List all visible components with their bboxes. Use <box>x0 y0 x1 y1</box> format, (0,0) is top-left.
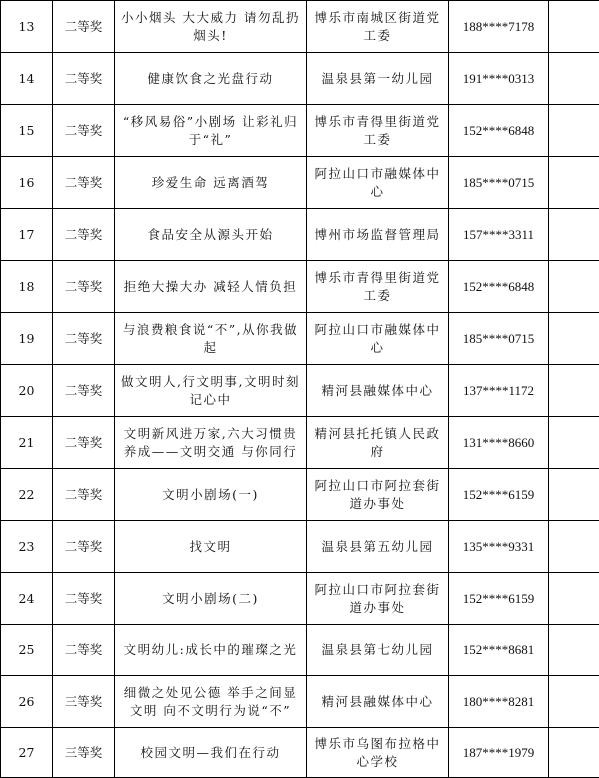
work-title: 校园文明—我们在行动 <box>115 728 307 778</box>
work-title: 找文明 <box>115 521 307 573</box>
contact-phone: 152****6159 <box>449 573 549 625</box>
row-number: 26 <box>1 676 53 728</box>
row-number: 20 <box>1 365 53 417</box>
award-level: 二等奖 <box>53 105 115 157</box>
table-row <box>1 1 599 53</box>
empty-cell <box>549 1 599 53</box>
contact-phone: 137****1172 <box>449 365 549 417</box>
contact-phone: 185****0715 <box>449 157 549 209</box>
work-title: 文明新风进万家,六大习惯贵养成——文明交通 与你同行 <box>115 417 307 469</box>
work-title: 文明幼儿:成长中的璀璨之光 <box>115 625 307 676</box>
empty-cell <box>549 313 599 365</box>
empty-cell <box>549 521 599 573</box>
work-title: 小小烟头 大大威力 请勿乱扔烟头! <box>115 1 307 53</box>
work-title: 做文明人,行文明事,文明时刻记心中 <box>115 365 307 417</box>
award-level: 二等奖 <box>53 469 115 521</box>
contact-phone: 157****3311 <box>449 209 549 261</box>
award-level: 二等奖 <box>53 625 115 676</box>
contact-phone: 188****7178 <box>449 1 549 53</box>
row-number: 24 <box>1 573 53 625</box>
submitting-organization: 博州市场监督管理局 <box>307 209 449 261</box>
award-level: 二等奖 <box>53 521 115 573</box>
award-level: 二等奖 <box>53 365 115 417</box>
submitting-organization: 博乐市青得里街道党工委 <box>307 261 449 313</box>
table-row <box>1 105 599 157</box>
award-level: 二等奖 <box>53 209 115 261</box>
submitting-organization: 博乐市南城区街道党工委 <box>307 1 449 53</box>
empty-cell <box>549 157 599 209</box>
submitting-organization: 阿拉山口市阿拉套街道办事处 <box>307 573 449 625</box>
table-row <box>1 676 599 728</box>
row-number: 22 <box>1 469 53 521</box>
award-level: 二等奖 <box>53 157 115 209</box>
row-number: 13 <box>1 1 53 53</box>
work-title: 文明小剧场(二) <box>115 573 307 625</box>
submitting-organization: 温泉县第五幼儿园 <box>307 521 449 573</box>
contact-phone: 180****8281 <box>449 676 549 728</box>
contact-phone: 135****9331 <box>449 521 549 573</box>
row-number: 17 <box>1 209 53 261</box>
row-number: 27 <box>1 728 53 778</box>
empty-cell <box>549 625 599 676</box>
row-number: 25 <box>1 625 53 676</box>
table-row <box>1 53 599 105</box>
empty-cell <box>549 261 599 313</box>
table-row <box>1 521 599 573</box>
empty-cell <box>549 417 599 469</box>
submitting-organization: 温泉县第一幼儿园 <box>307 53 449 105</box>
contact-phone: 191****0313 <box>449 53 549 105</box>
submitting-organization: 精河县融媒体中心 <box>307 676 449 728</box>
row-number: 14 <box>1 53 53 105</box>
award-level: 二等奖 <box>53 313 115 365</box>
row-number: 19 <box>1 313 53 365</box>
award-level: 二等奖 <box>53 53 115 105</box>
contact-phone: 185****0715 <box>449 313 549 365</box>
award-level: 三等奖 <box>53 676 115 728</box>
award-level: 三等奖 <box>53 728 115 778</box>
work-title: 文明小剧场(一) <box>115 469 307 521</box>
table-row <box>1 417 599 469</box>
table-row <box>1 209 599 261</box>
empty-cell <box>549 365 599 417</box>
submitting-organization: 温泉县第七幼儿园 <box>307 625 449 676</box>
submitting-organization: 阿拉山口市阿拉套街道办事处 <box>307 469 449 521</box>
table-row <box>1 728 599 778</box>
submitting-organization: 博乐市乌图布拉格中心学校 <box>307 728 449 778</box>
work-title: “移风易俗”小剧场 让彩礼归于“礼” <box>115 105 307 157</box>
work-title: 与浪费粮食说“不”,从你我做起 <box>115 313 307 365</box>
empty-cell <box>549 105 599 157</box>
table-row <box>1 573 599 625</box>
contact-phone: 152****6848 <box>449 105 549 157</box>
table-row <box>1 365 599 417</box>
table-row <box>1 157 599 209</box>
row-number: 16 <box>1 157 53 209</box>
empty-cell <box>549 209 599 261</box>
empty-cell <box>549 53 599 105</box>
empty-cell <box>549 573 599 625</box>
awards-table-body <box>1 1 599 778</box>
row-number: 21 <box>1 417 53 469</box>
table-row <box>1 625 599 676</box>
table-row <box>1 469 599 521</box>
award-level: 二等奖 <box>53 1 115 53</box>
contact-phone: 152****6159 <box>449 469 549 521</box>
award-level: 二等奖 <box>53 261 115 313</box>
submitting-organization: 博乐市青得里街道党工委 <box>307 105 449 157</box>
work-title: 细微之处见公德 举手之间显文明 向不文明行为说“不” <box>115 676 307 728</box>
empty-cell <box>549 469 599 521</box>
contact-phone: 152****6848 <box>449 261 549 313</box>
row-number: 15 <box>1 105 53 157</box>
submitting-organization: 精河县托托镇人民政府 <box>307 417 449 469</box>
contact-phone: 152****8681 <box>449 625 549 676</box>
work-title: 拒绝大操大办 减轻人情负担 <box>115 261 307 313</box>
submitting-organization: 精河县融媒体中心 <box>307 365 449 417</box>
contact-phone: 131****8660 <box>449 417 549 469</box>
contact-phone: 187****1979 <box>449 728 549 778</box>
empty-cell <box>549 676 599 728</box>
table-row <box>1 313 599 365</box>
row-number: 18 <box>1 261 53 313</box>
award-level: 二等奖 <box>53 573 115 625</box>
submitting-organization: 阿拉山口市融媒体中心 <box>307 157 449 209</box>
table-row <box>1 261 599 313</box>
work-title: 健康饮食之光盘行动 <box>115 53 307 105</box>
award-level: 二等奖 <box>53 417 115 469</box>
submitting-organization: 阿拉山口市融媒体中心 <box>307 313 449 365</box>
empty-cell <box>549 728 599 778</box>
row-number: 23 <box>1 521 53 573</box>
work-title: 珍爱生命 远离酒驾 <box>115 157 307 209</box>
work-title: 食品安全从源头开始 <box>115 209 307 261</box>
